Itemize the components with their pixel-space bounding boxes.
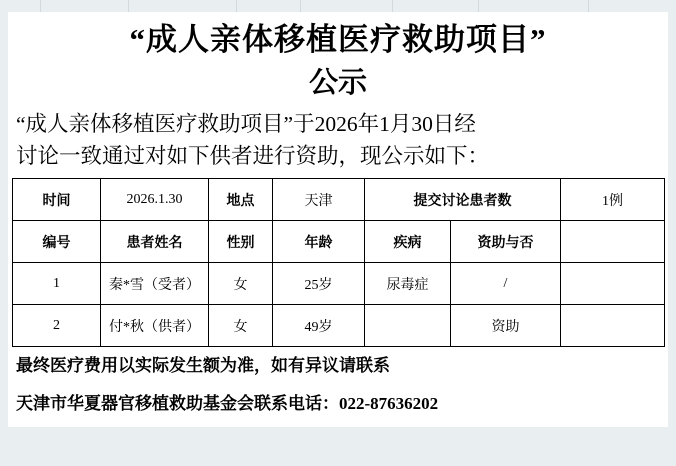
- table-row-header: [13, 221, 665, 263]
- footer-contact: 天津市华夏器官移植救助基金会联系电话：022-87636202: [16, 394, 439, 413]
- col-header-id: 编号: [13, 221, 101, 263]
- cell-place-value[interactable]: 天津: [273, 179, 365, 221]
- row2-funded[interactable]: 资助: [451, 305, 561, 347]
- row2-gender[interactable]: 女: [209, 305, 273, 347]
- col-header-extra: [561, 221, 665, 263]
- cell-place-label: 地点: [209, 179, 273, 221]
- document-body: [8, 12, 668, 427]
- row2-id[interactable]: 2: [13, 305, 101, 347]
- cell-time-value[interactable]: 2026.1.30: [101, 179, 209, 221]
- grid-bottom-strip: [0, 452, 676, 466]
- table-row: [13, 305, 665, 347]
- intro-paragraph: [8, 106, 668, 178]
- page-subtitle: 公示: [308, 67, 367, 99]
- row1-gender[interactable]: 女: [209, 263, 273, 305]
- table-row: [13, 263, 665, 305]
- row2-disease[interactable]: [365, 305, 451, 347]
- row2-name[interactable]: 付*秋（供者）: [101, 305, 209, 347]
- row1-extra[interactable]: [561, 263, 665, 305]
- row2-extra[interactable]: [561, 305, 665, 347]
- row1-disease[interactable]: 尿毒症: [365, 263, 451, 305]
- col-header-gender: 性别: [209, 221, 273, 263]
- grid-top-strip: [0, 0, 676, 12]
- cell-count-label: 提交讨论患者数: [365, 179, 561, 221]
- intro-line-2: 讨论一致通过对如下供者进行资助，现公示如下：: [16, 144, 490, 168]
- table-row-info: [13, 179, 665, 221]
- col-header-funded: 资助与否: [451, 221, 561, 263]
- row1-name[interactable]: 秦*雪（受者）: [101, 263, 209, 305]
- cell-time-label: 时间: [13, 179, 101, 221]
- title-block: [8, 12, 668, 106]
- col-header-name: 患者姓名: [101, 221, 209, 263]
- page-title: “成人亲体移植医疗救助项目”: [129, 22, 547, 57]
- row1-funded[interactable]: /: [451, 263, 561, 305]
- cell-count-value[interactable]: 1例: [561, 179, 665, 221]
- footer-note: 最终医疗费用以实际发生额为准，如有异议请联系: [16, 356, 390, 375]
- row2-age[interactable]: 49岁: [273, 305, 365, 347]
- public-notice-table: [12, 178, 665, 347]
- col-header-disease: 疾病: [365, 221, 451, 263]
- row1-id[interactable]: 1: [13, 263, 101, 305]
- col-header-age: 年龄: [273, 221, 365, 263]
- footer-block: [8, 347, 668, 427]
- intro-line-1: “成人亲体移植医疗救助项目”于2026年1月30日经: [16, 112, 476, 136]
- row1-age[interactable]: 25岁: [273, 263, 365, 305]
